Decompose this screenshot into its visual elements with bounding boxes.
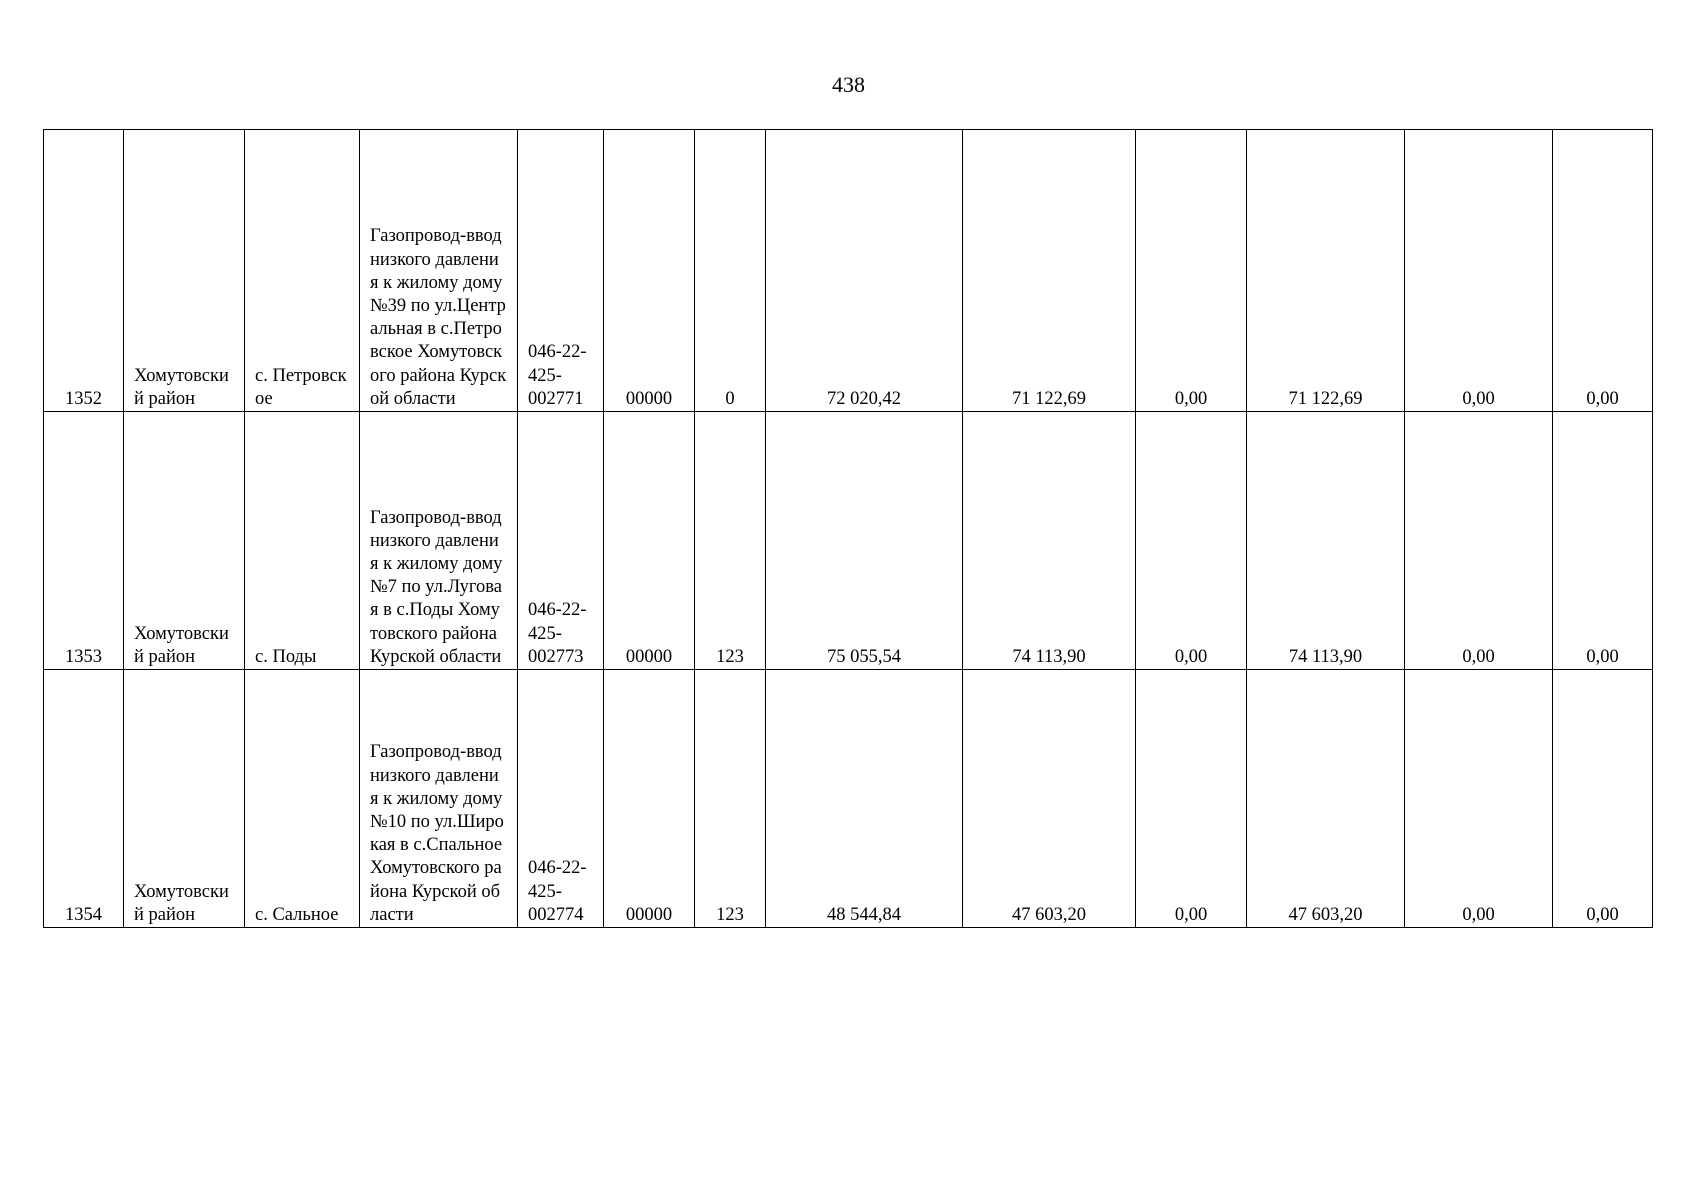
- district-cell: Хомутовский район: [124, 670, 245, 928]
- table-row: [44, 130, 1653, 412]
- settlement-cell: с. Сальное: [245, 670, 360, 928]
- settlement-cell: с. Поды: [245, 412, 360, 670]
- value-1-cell: 48 544,84: [766, 670, 963, 928]
- value-6-cell: 0,00: [1553, 670, 1653, 928]
- value-5-cell: 0,00: [1405, 412, 1553, 670]
- cadastral-code-cell: 046-22-425-002774: [518, 670, 604, 928]
- code-b-cell: 0: [695, 130, 766, 412]
- row-number-cell: 1353: [44, 412, 124, 670]
- object-name-cell: Газопровод-ввод низкого давления к жилому дому №7 по ул.Луговая в с.Поды Хомутовского района Курской области: [360, 412, 518, 670]
- code-a-cell: 00000: [604, 670, 695, 928]
- value-6-cell: 0,00: [1553, 130, 1653, 412]
- value-1-cell: 72 020,42: [766, 130, 963, 412]
- row-number-cell: 1354: [44, 670, 124, 928]
- value-1-cell: 75 055,54: [766, 412, 963, 670]
- value-3-cell: 0,00: [1136, 412, 1247, 670]
- value-4-cell: 71 122,69: [1247, 130, 1405, 412]
- district-cell: Хомутовский район: [124, 412, 245, 670]
- value-2-cell: 74 113,90: [963, 412, 1136, 670]
- value-4-cell: 47 603,20: [1247, 670, 1405, 928]
- table-row: [44, 412, 1653, 670]
- object-name-cell: Газопровод-ввод низкого давления к жилому дому №10 по ул.Широкая в с.Спальное Хомутовского района Курской области: [360, 670, 518, 928]
- value-6-cell: 0,00: [1553, 412, 1653, 670]
- value-2-cell: 71 122,69: [963, 130, 1136, 412]
- code-a-cell: 00000: [604, 130, 695, 412]
- value-2-cell: 47 603,20: [963, 670, 1136, 928]
- row-number-cell: 1352: [44, 130, 124, 412]
- value-5-cell: 0,00: [1405, 130, 1553, 412]
- district-cell: Хомутовский район: [124, 130, 245, 412]
- code-b-cell: 123: [695, 412, 766, 670]
- code-a-cell: 00000: [604, 412, 695, 670]
- code-b-cell: 123: [695, 670, 766, 928]
- value-3-cell: 0,00: [1136, 670, 1247, 928]
- table-row: [44, 670, 1653, 928]
- value-4-cell: 74 113,90: [1247, 412, 1405, 670]
- value-5-cell: 0,00: [1405, 670, 1553, 928]
- object-name-cell: Газопровод-ввод низкого давления к жилому дому №39 по ул.Центральная в с.Петровское Хомутовского района Курской области: [360, 130, 518, 412]
- cadastral-code-cell: 046-22-425-002771: [518, 130, 604, 412]
- settlement-cell: с. Петровское: [245, 130, 360, 412]
- value-3-cell: 0,00: [1136, 130, 1247, 412]
- page-number: 438: [832, 72, 865, 97]
- cadastral-code-cell: 046-22-425-002773: [518, 412, 604, 670]
- registry-table: [43, 129, 1653, 928]
